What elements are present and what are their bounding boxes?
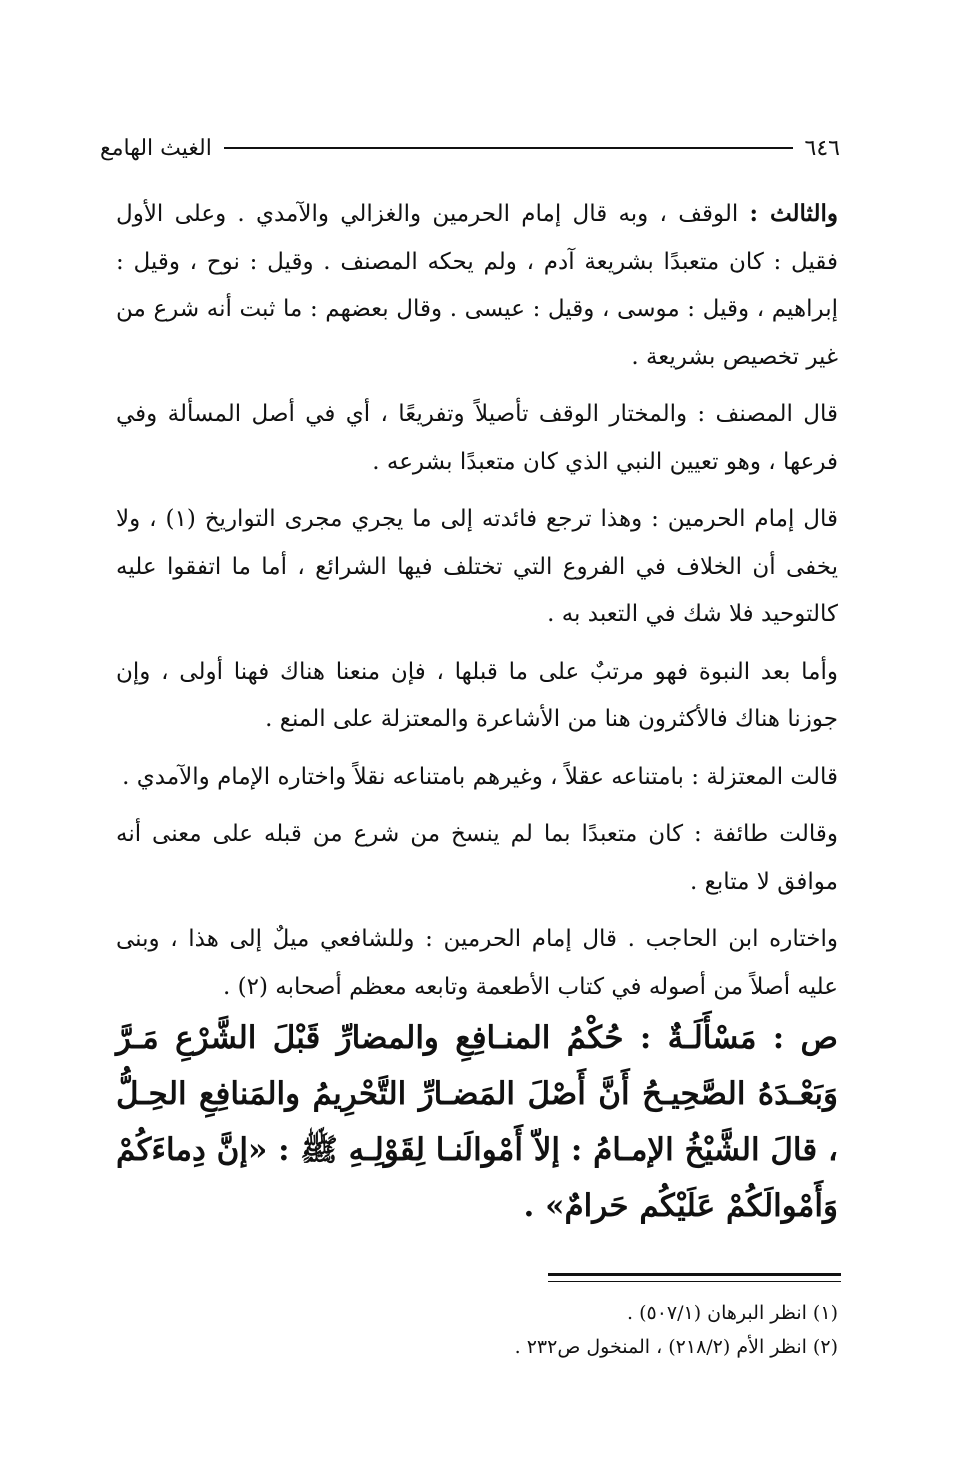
footnote: (٢) انظر الأم (٢١٨/٢) ، المنخول ص٢٣٢ . xyxy=(514,1336,838,1358)
paragraph: وقالت طائفة : كان متعبدًا بما لم ينسخ من شرع من قبله على معنى أنه موافق لا متابع . xyxy=(116,821,838,895)
main-text xyxy=(116,190,838,1021)
paragraph: قال إمام الحرمين : وهذا ترجع فائدته إلى ما يجري مجرى التواريخ (١) ، ولا يخفى أن الخلاف في الفروع التي تختلف فيها الشرائع ، أما ما اتفقوا عليه كالتوحيد فلا شك في التعبد به . xyxy=(116,506,838,627)
header-rule xyxy=(224,147,793,149)
footnote-rule xyxy=(548,1273,841,1276)
footnote: (١) انظر البرهان (٥٠٧/١) . xyxy=(626,1302,838,1324)
footnotes xyxy=(116,1296,838,1364)
page-header xyxy=(100,128,840,168)
footnote-rule-thin xyxy=(548,1281,841,1282)
paragraph: وأما بعد النبوة فهو مرتبٌ على ما قبلها ، فإن منعنا هناك فهنا أولى ، وإن جوزنا هناك فالأكثرون هنا من الأشاعرة والمعتزلة على المنع . xyxy=(116,658,838,732)
paragraph-lead: والثالث : xyxy=(749,200,839,227)
paragraph: قال المصنف : والمختار الوقف تأصيلاً وتفريعًا ، أي في أصل المسألة وفي فرعها ، وهو تعيين النبي الذي كان متعبدًا بشرعه . xyxy=(116,401,838,475)
paragraph: واختاره ابن الحاجب . قال إمام الحرمين : وللشافعي ميلٌ إلى هذا ، وبنى عليه أصلاً من أصوله في كتاب الأطعمة وتابعه معظم أصحابه (٢) . xyxy=(116,926,838,1000)
paragraph xyxy=(116,190,838,381)
paragraph: قالت المعتزلة : بامتناعه عقلاً ، وغيرهم بامتناعه نقلاً واختاره الإمام والآمدي . xyxy=(122,763,838,790)
running-title: الغيث الهامع xyxy=(100,135,212,161)
paragraph-text: الوقف ، وبه قال إمام الحرمين والغزالي والآمدي . وعلى الأول فقيل : كان متعبدًا بشريعة آدم ، ولم يحكه المصنف . وقيل : نوح ، وقيل : إبراهيم ، وقيل : موسى ، وقيل : عيسى . وقال بعضهم : ما ثبت أنه شرع من غير تخصيص بشريعة . xyxy=(116,201,838,370)
page-number: ٦٤٦ xyxy=(804,135,840,161)
masala-heading: ص : مَسْأَلَـةٌ : حُكْمُ المنـافِعِ والمضارِّ قَبْلَ الشَّرْعِ مَـرَّ وَبَعْـدَهُ الصَّحِيـحُ أَنَّ أَصْلَ المَضـارِّ التَّحْرِيمُ والمَنافِعِ الحِـلُّ ، قالَ الشَّيْخُ الإمـامُ : إلاّ أَمْوالَنـا لِقَوْلِـهِ ﷺ : «إنَّ دِماءَكُمْ وَأَمْوالَكُمْ عَلَيْكُم حَرامٌ» . xyxy=(116,1020,838,1224)
